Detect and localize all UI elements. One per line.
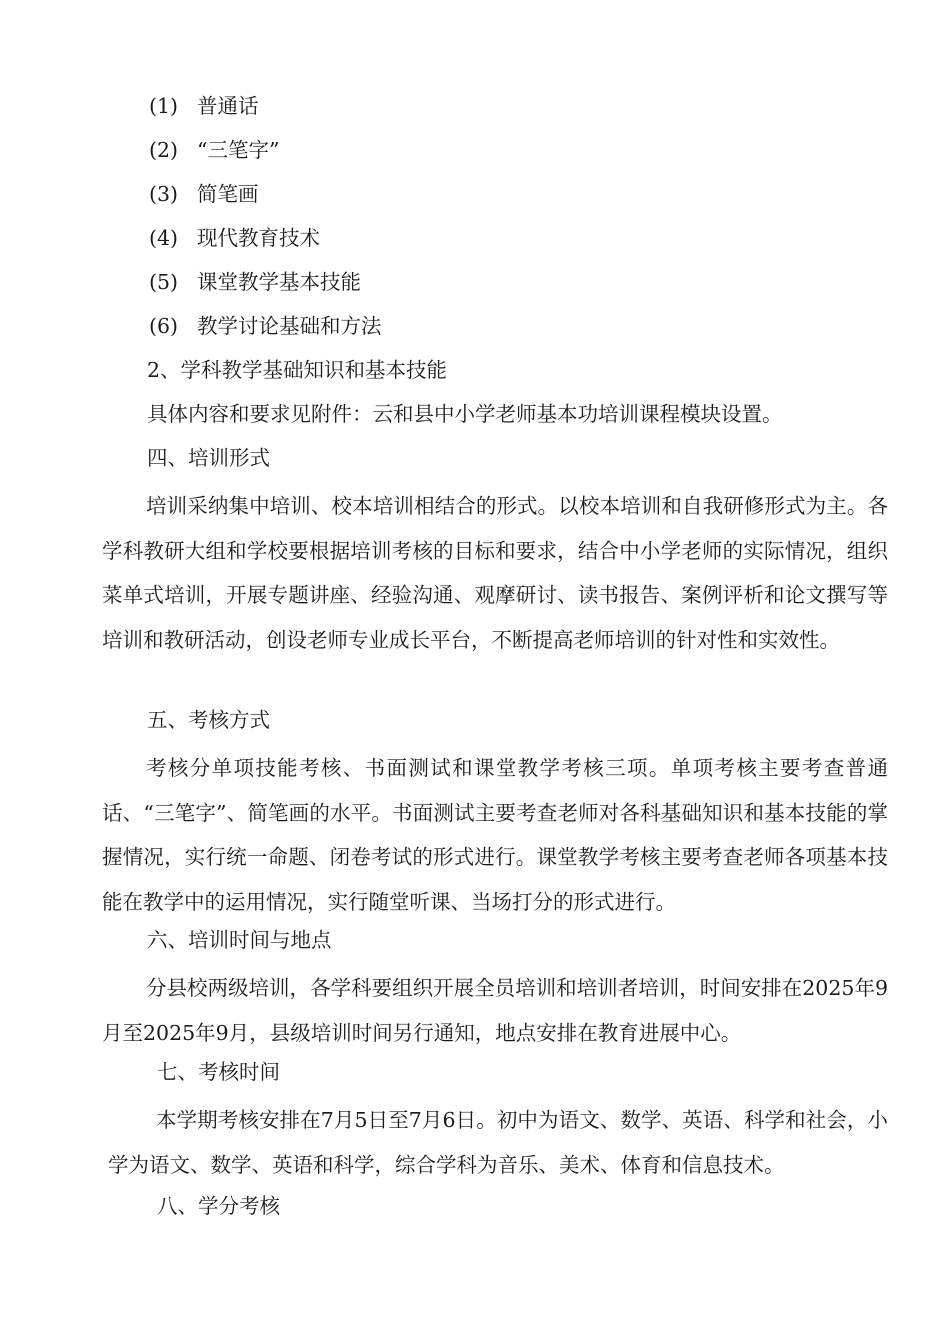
section-heading-assessment-time: 七、考核时间 [157, 1060, 280, 1084]
list-item-number: (5) [149, 270, 179, 294]
list-item [149, 92, 259, 120]
section-heading-credit-assessment: 八、学分考核 [157, 1194, 280, 1218]
list-item-text: “三笔字” [197, 138, 280, 162]
list-item-text: 普通话 [197, 94, 259, 118]
section-heading-time-location: 六、培训时间与地点 [147, 928, 332, 952]
list-item-text: 简笔画 [197, 182, 259, 206]
list-item-number: (1) [149, 94, 179, 118]
list-item [149, 224, 320, 252]
list-item-number: (6) [149, 314, 179, 338]
section-heading-training-form: 四、培训形式 [147, 446, 270, 470]
list-item-text: 现代教育技术 [197, 226, 320, 250]
subheading-subject-knowledge: 2、学科教学基础知识和基本技能 [147, 358, 448, 382]
section-body-assessment-method: 考核分单项技能考核、书面测试和课堂教学考核三项。单项考核主要考查普通话、“三笔字”、简笔画的水平。书面测试主要考查老师对各科基础知识和基本技能的掌握情况，实行统一命题、闭卷考试的形式进行。课堂教学考核主要考查老师各项基本技能在教学中的运用情况，实行随堂听课、当场打分的形式进行。 [102, 756, 888, 914]
section-body-time-location: 分县校两级培训，各学科要组织开展全员培训和培训者培训，时间安排在2025年9月至2025年9月，县级培训时间另行通知，地点安排在教育进展中心。 [102, 976, 888, 1045]
section-body-assessment-time: 本学期考核安排在7月5日至7月6日。初中为语文、数学、英语、科学和社会，小学为语文、数学、英语和科学，综合学科为音乐、美术、体育和信息技术。 [108, 1108, 888, 1177]
section-body-training-form: 培训采纳集中培训、校本培训相结合的形式。以校本培训和自我研修形式为主。各学科教研大组和学校要根据培训考核的目标和要求，结合中小学老师的实际情况，组织菜单式培训，开展专题讲座、经验沟通、观摩研讨、读书报告、案例评析和论文撰写等培训和教研活动，创设老师专业成长平台，不断提高老师培训的针对性和实效性。 [102, 494, 888, 652]
attachment-reference: 具体内容和要求见附件：云和县中小学老师基本功培训课程模块设置。 [147, 402, 783, 426]
list-item-number: (4) [149, 226, 179, 250]
list-item-text: 教学讨论基础和方法 [197, 314, 382, 338]
list-item-number: (2) [149, 138, 179, 162]
list-item [149, 312, 382, 340]
list-item [149, 136, 279, 164]
list-item [149, 180, 259, 208]
list-item-number: (3) [149, 182, 179, 206]
list-item [149, 268, 361, 296]
section-heading-assessment-method: 五、考核方式 [147, 708, 270, 732]
list-item-text: 课堂教学基本技能 [197, 270, 361, 294]
